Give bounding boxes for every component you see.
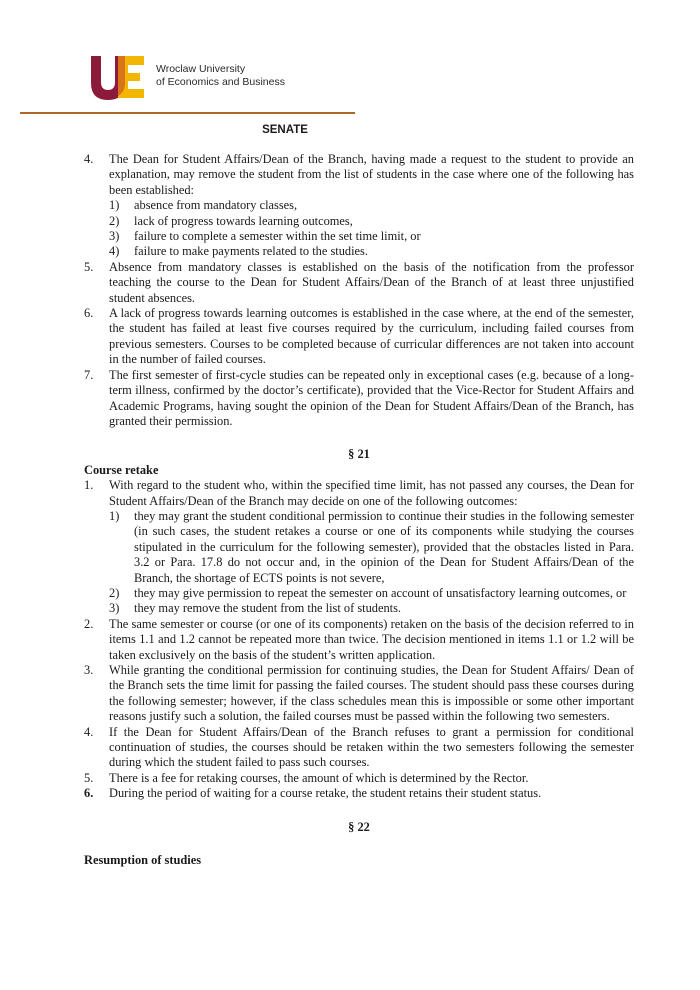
sub-item-number: 1) [109,198,120,213]
header-divider [20,112,355,114]
item-number: 7. [84,367,94,382]
sub-item [109,214,634,229]
sub-item-text: they may remove the student from the list of students. [134,601,402,616]
item-text: While granting the conditional permission for continuing studies, the Dean for Student Affairs/ Dean of the Branch sets the time limit for passing the failed courses. The student should pass these courses during the following semester; however, if the class schedules mean this is impossible or some other important reasons justify such a solution, the failed courses must be passed within the following two semesters. [109,663,634,724]
item-text: If the Dean for Student Affairs/Dean of the Branch refuses to grant a permission for conditional continuation of studies, the courses should be retaken within the two semesters following the semester during which the student failed to pass such courses. [109,724,634,770]
sub-item-text: failure to make payments related to the studies. [134,244,368,259]
item-number: 4. [84,724,94,739]
sub-item-text: they may give permission to repeat the semester on account of unsatisfactory learning outcomes, or [134,585,627,600]
section-title: § 22 [348,819,370,834]
item-text: The first semester of first-cycle studies can be repeated only in exceptional cases (e.g. because of a long-term illness, confirmed by the doctor’s certificate), provided that the Vice-Rector for Student Affairs and Academic Programs, having sought the opinion of the Dean for Student Affairs/Dean of the Branch, has granted their permission. [109,367,634,428]
item-number: 1. [84,478,94,493]
item-number: 4. [84,152,94,166]
section-heading: Resumption of studies [84,853,202,868]
sub-item-number: 1) [109,508,120,523]
list-item [84,725,634,771]
sub-item-number: 3) [109,601,120,616]
sub-item-number: 2) [109,585,120,600]
section-heading: Course retake [84,462,159,477]
list-item [84,617,634,663]
senate-title: SENATE [262,124,308,136]
item-number: 2. [84,616,94,631]
document-body [84,152,634,868]
university-name [156,63,376,89]
sub-item-number: 2) [109,213,120,228]
item-text: During the period of waiting for a course retake, the student retains their student status. [109,786,542,801]
item-text: Absence from mandatory classes is established on the basis of the notification from the professor teaching the course to the Dean for Student Affairs/Dean of the Branch of at least three unjustified student absences. [109,259,634,305]
list-item [84,786,634,801]
logo-text: UE [88,52,90,53]
sub-item [109,198,634,213]
item-number: 5. [84,259,94,274]
item-text: The same semester or course (or one of its components) retaken on the basis of the decision referred to in items 1.1 and 1.2 cannot be repeated more than twice. The decision mentioned in items 1.1 or 1.2 will be taken exclusively on the basis of the student’s written application. [109,616,634,662]
item-text: There is a fee for retaking courses, the amount of which is determined by the Rector. [109,770,529,785]
item-text: The Dean for Student Affairs/Dean of the Branch, having made a request to the student to provide an explanation, may remove the student from the list of students in the case where one of the following has been established: [109,152,634,197]
sub-item [109,229,634,244]
university-line1: Wroclaw University [156,63,246,75]
sub-item [109,244,634,259]
item-text: With regard to the student who, within the specified time limit, has not passed any courses, the Dean for Student Affairs/Dean of the Branch may decide on one of the following outcomes: [109,478,634,508]
sub-item-text: lack of progress towards learning outcomes, [134,213,353,228]
list-item [84,260,634,306]
university-logo [88,52,148,102]
list-item [84,152,634,260]
list-item [84,368,634,430]
sub-item-number: 4) [109,244,120,259]
sub-item [109,509,634,586]
sub-item-number: 3) [109,229,120,244]
sub-item-text: failure to complete a semester within the set time limit, or [134,229,421,244]
item-number: 6. [84,786,94,801]
sub-item-text: they may grant the student conditional permission to continue their studies in the following semester (in such cases, the student retakes a course or one of its components while studying the courses stipulated in the curriculum for the following semester), provided that the obstacles listed in Para. 3.2 or Para. 17.8 do not occur and, in the opinion of the Dean for Student Affairs/Dean of the Branch, the shortage of ECTS points is not severe, [134,508,634,585]
university-line2: of Economics and Business [156,76,285,88]
list-item [84,771,634,786]
item-number: 3. [84,663,94,677]
list-item [84,306,634,368]
item-number: 5. [84,770,94,785]
sub-item-text: absence from mandatory classes, [134,198,298,213]
item-text: A lack of progress towards learning outcomes is established in the case where, at the end of the semester, the student has failed at least five courses required by the curriculum, including failed courses from previous semesters. Courses to be completed because of curricular differences are not taken into account in the number of failed courses. [109,306,634,367]
sub-item [109,586,634,601]
sub-item [109,601,634,616]
list-item [84,478,634,617]
list-item [84,663,634,725]
section-title: § 21 [348,447,370,462]
header [88,52,388,102]
item-number: 6. [84,306,94,321]
